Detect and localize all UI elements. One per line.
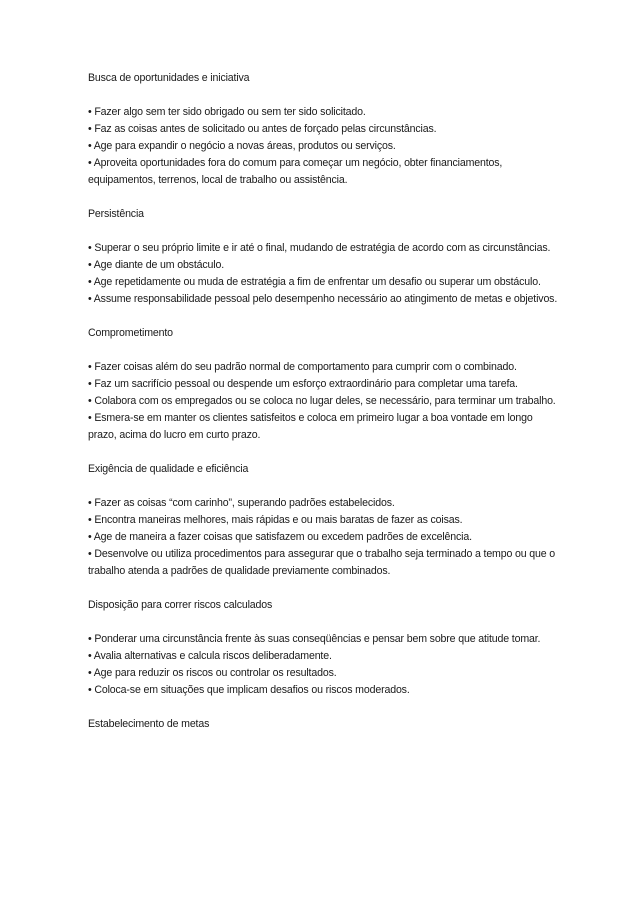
bullet-item: • Colabora com os empregados ou se coloca no lugar deles, se necessário, para terminar um trabalho. xyxy=(88,395,556,407)
section-heading: Exigência de qualidade e eficiência xyxy=(88,463,249,475)
section-busca-oportunidades xyxy=(88,70,558,206)
bullet-item: • Age diante de um obstáculo. xyxy=(88,259,224,271)
section-estabelecimento-metas xyxy=(88,716,558,733)
bullet-item: • Esmera-se em manter os clientes satisfeitos e coloca em primeiro lugar a boa vontade em longo prazo, acima do lucro em curto prazo. xyxy=(88,412,533,441)
bullet-item: • Age para reduzir os riscos ou controlar os resultados. xyxy=(88,667,337,679)
bullet-item: • Age repetidamente ou muda de estratégia a fim de enfrentar um desafio ou superar um obstáculo. xyxy=(88,276,541,288)
bullet-list xyxy=(88,359,558,444)
bullet-item: • Fazer as coisas “com carinho”, superando padrões estabelecidos. xyxy=(88,497,395,509)
document-page xyxy=(88,70,558,733)
bullet-item: • Fazer coisas além do seu padrão normal de comportamento para cumprir com o combinado. xyxy=(88,361,517,373)
bullet-item: • Superar o seu próprio limite e ir até o final, mudando de estratégia de acordo com as circunstâncias. xyxy=(88,242,551,254)
bullet-list xyxy=(88,631,558,699)
bullet-item: • Aproveita oportunidades fora do comum para começar um negócio, obter financiamentos, equipamentos, terrenos, local de trabalho ou assistência. xyxy=(88,157,503,186)
bullet-item: • Desenvolve ou utiliza procedimentos para assegurar que o trabalho seja terminado a tempo ou que o trabalho atenda a padrões de qualidade previamente combinados. xyxy=(88,548,556,577)
section-heading: Estabelecimento de metas xyxy=(88,718,210,730)
bullet-item: • Fazer algo sem ter sido obrigado ou sem ter sido solicitado. xyxy=(88,106,366,118)
section-heading: Busca de oportunidades e iniciativa xyxy=(88,72,250,84)
bullet-list xyxy=(88,495,558,580)
section-persistencia xyxy=(88,206,558,325)
bullet-list xyxy=(88,104,558,189)
bullet-item: • Encontra maneiras melhores, mais rápidas e ou mais baratas de fazer as coisas. xyxy=(88,514,463,526)
bullet-item: • Ponderar uma circunstância frente às suas conseqüências e pensar bem sobre que atitude tomar. xyxy=(88,633,541,645)
bullet-item: • Age de maneira a fazer coisas que satisfazem ou excedem padrões de excelência. xyxy=(88,531,472,543)
section-heading: Persistência xyxy=(88,208,144,220)
section-comprometimento xyxy=(88,325,558,461)
bullet-item: • Age para expandir o negócio a novas áreas, produtos ou serviços. xyxy=(88,140,396,152)
bullet-list xyxy=(88,240,558,308)
bullet-item: • Avalia alternativas e calcula riscos deliberadamente. xyxy=(88,650,332,662)
bullet-item: • Coloca-se em situações que implicam desafios ou riscos moderados. xyxy=(88,684,410,696)
section-heading: Comprometimento xyxy=(88,327,173,339)
bullet-item: • Assume responsabilidade pessoal pelo desempenho necessário ao atingimento de metas e objetivos. xyxy=(88,293,558,305)
section-riscos-calculados xyxy=(88,597,558,716)
section-exigencia-qualidade xyxy=(88,461,558,597)
bullet-item: • Faz um sacrifício pessoal ou despende um esforço extraordinário para completar uma tarefa. xyxy=(88,378,518,390)
section-heading: Disposição para correr riscos calculados xyxy=(88,599,273,611)
bullet-item: • Faz as coisas antes de solicitado ou antes de forçado pelas circunstâncias. xyxy=(88,123,437,135)
